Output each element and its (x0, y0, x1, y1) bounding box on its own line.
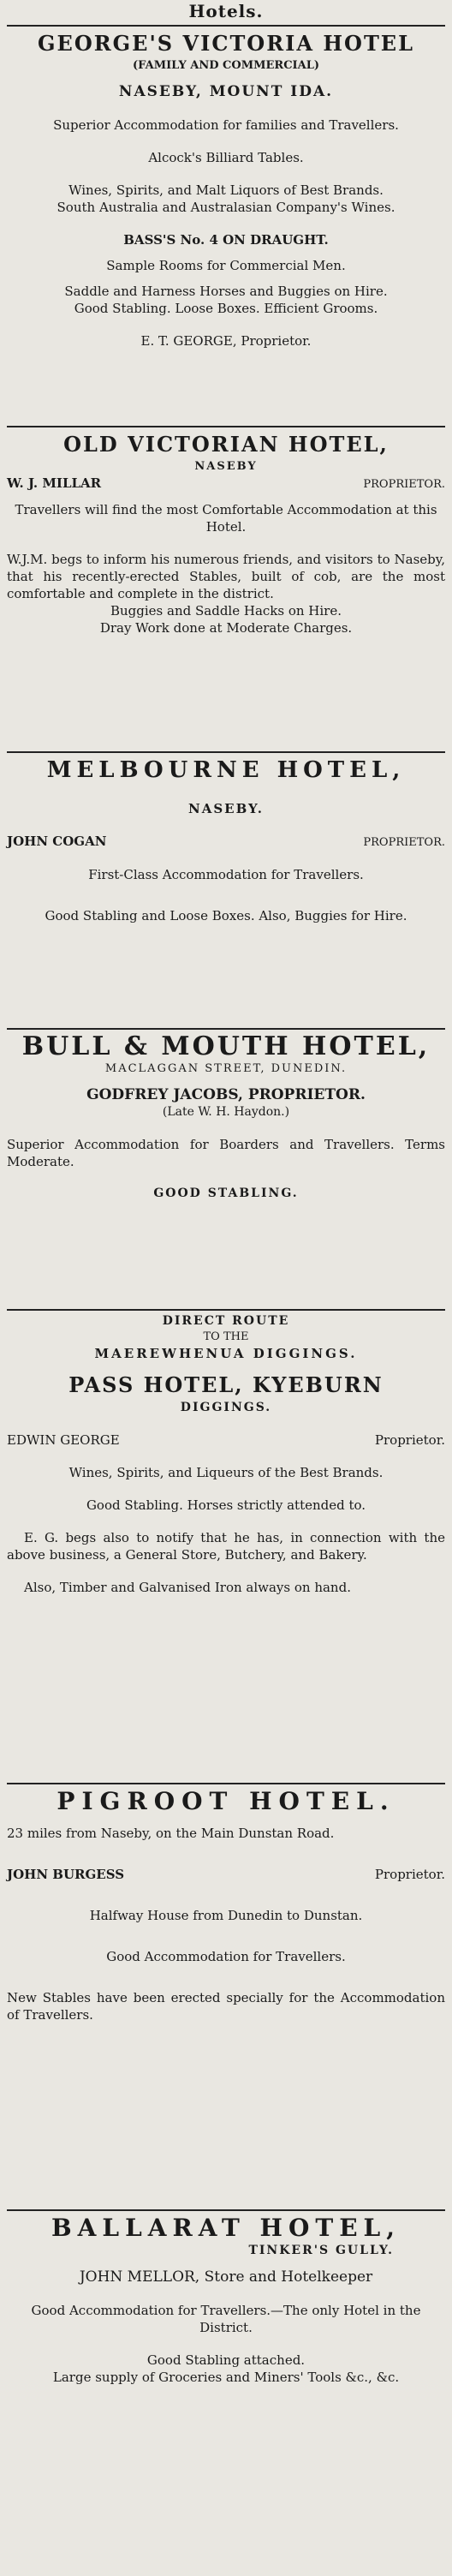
ad-pass-hotel-kyeburn (7, 1313, 445, 1780)
ad-line: BASS'S No. 4 ON DRAUGHT. (123, 232, 329, 248)
ad-location: NASEBY, MOUNT IDA. (118, 83, 334, 100)
ad-subtitle: (FAMILY AND COMMERCIAL) (132, 59, 320, 72)
ad-paragraph: New Stables have been erected specially for the Accommodation of Travellers. (7, 1990, 445, 2023)
owner-note: (Late W. H. Haydon.) (162, 1105, 290, 1119)
ad-location: DIGGINGS. (180, 1401, 272, 1414)
divider (7, 426, 445, 427)
owner-name: JOHN BURGESS (7, 1867, 125, 1882)
owner-role: PROPRIETOR. (363, 478, 445, 491)
ad-line: GOOD STABLING. (153, 1186, 299, 1200)
ad-line: Good Stabling attached. (146, 2352, 306, 2368)
ad-paragraph: Superior Accommodation for Boarders and Travellers. Terms Moderate. (7, 1137, 445, 1169)
ad-title: PIGROOT HOTEL. (56, 1787, 396, 1815)
ad-line: Good Stabling. Loose Boxes. Efficient Grooms. (74, 301, 378, 316)
ad-title: BULL & MOUTH HOTEL, (21, 1031, 431, 1061)
divider (7, 751, 445, 753)
owner-name: JOHN MELLOR, Store and Hotelkeeper (79, 2268, 373, 2286)
owner-row (7, 1866, 445, 1883)
ad-title: MELBOURNE HOTEL, (46, 757, 406, 783)
ad-preheading: MAEREWHENUA DIGGINGS. (94, 1346, 358, 1361)
divider (7, 1309, 445, 1311)
owner-row (7, 475, 445, 493)
ad-proprietor: E. T. GEORGE, Proprietor. (140, 333, 312, 349)
owner-row (7, 833, 445, 851)
ad-line: Halfway House from Dunedin to Dunstan. (89, 1908, 363, 1923)
owner-row (7, 1431, 445, 1449)
divider (7, 2209, 445, 2211)
ad-old-victorian-hotel (7, 430, 445, 749)
hotels-column (7, 0, 445, 2539)
ad-preheading: DIRECT ROUTE (162, 1314, 290, 1328)
ad-location: 23 miles from Naseby, on the Main Dunstan Road. (7, 1826, 335, 1841)
ad-location: MACLAGGAN STREET, DUNEDIN. (104, 1062, 348, 1075)
ad-title: GEORGE'S VICTORIA HOTEL (38, 31, 414, 56)
ad-line: Superior Accommodation for families and Travellers. (53, 117, 399, 133)
ad-line: Good Accommodation for Travellers. (106, 1949, 346, 1964)
owner-role: PROPRIETOR. (363, 836, 445, 849)
ad-melbourne-hotel (7, 756, 445, 1025)
ad-preheading: TO THE (203, 1330, 249, 1343)
owner-role: Proprietor. (374, 1432, 445, 1448)
ad-ballarat-hotel (7, 2214, 445, 2539)
owner-name: GODFREY JACOBS, PROPRIETOR. (86, 1086, 366, 1103)
ad-line: Buggies and Saddle Hacks on Hire. (110, 603, 342, 619)
ad-line: Good Stabling and Loose Boxes. Also, Buggies for Hire. (45, 908, 407, 923)
ad-paragraph: W.J.M. begs to inform his numerous friends, and visitors to Naseby, that his recently-erected Stables, built of cob, are the most comfortable and complete in the district. (7, 552, 445, 601)
ad-georges-victoria-hotel (7, 29, 445, 423)
ad-title: OLD VICTORIAN HOTEL, (63, 432, 389, 457)
ad-paragraph: Also, Timber and Galvanised Iron always on hand. (24, 1580, 351, 1595)
divider (7, 1783, 445, 1784)
owner-name: EDWIN GEORGE (7, 1432, 120, 1448)
section-title: Hotels. (188, 1, 264, 21)
ad-location: NASEBY (194, 460, 258, 473)
owner-role: Proprietor. (374, 1867, 445, 1882)
ad-location: NASEBY. (187, 801, 265, 816)
ad-paragraph: E. G. begs also to notify that he has, in connection with the above business, a General Store, Butchery, and Bakery. (7, 1530, 445, 1563)
owner-name: W. J. MILLAR (7, 475, 102, 491)
ad-line: Alcock's Billiard Tables. (148, 150, 304, 165)
ad-title: BALLARAT HOTEL, (51, 2214, 401, 2242)
ad-pigroot-hotel (7, 1787, 445, 2207)
ad-location: TINKER'S GULLY. (248, 2244, 394, 2257)
divider (7, 25, 445, 27)
ad-bull-and-mouth-hotel (7, 1032, 445, 1306)
ad-line: Sample Rooms for Commercial Men. (106, 258, 346, 273)
ad-title: PASS HOTEL, KYEBURN (68, 1372, 384, 1397)
ad-line: Large supply of Groceries and Miners' Tools &c., &c. (52, 2370, 400, 2385)
ad-line: Wines, Spirits, and Liqueurs of the Best Brands. (68, 1465, 384, 1480)
ad-line: Wines, Spirits, and Malt Liquors of Best Brands. (68, 182, 384, 198)
ad-line: Good Accommodation for Travellers.—The only Hotel in the District. (31, 2303, 421, 2335)
ad-line: South Australia and Australasian Company's Wines. (56, 200, 396, 215)
ad-line: Saddle and Harness Horses and Buggies on Hire. (64, 284, 388, 299)
ad-line: Good Stabling. Horses strictly attended to. (86, 1497, 366, 1513)
ad-line: Travellers will find the most Comfortable Accommodation at this Hotel. (15, 502, 437, 535)
divider (7, 1028, 445, 1030)
owner-name: JOHN COGAN (7, 834, 107, 849)
ad-line: Dray Work done at Moderate Charges. (99, 620, 353, 636)
ad-line: First-Class Accommodation for Travellers. (88, 867, 364, 882)
